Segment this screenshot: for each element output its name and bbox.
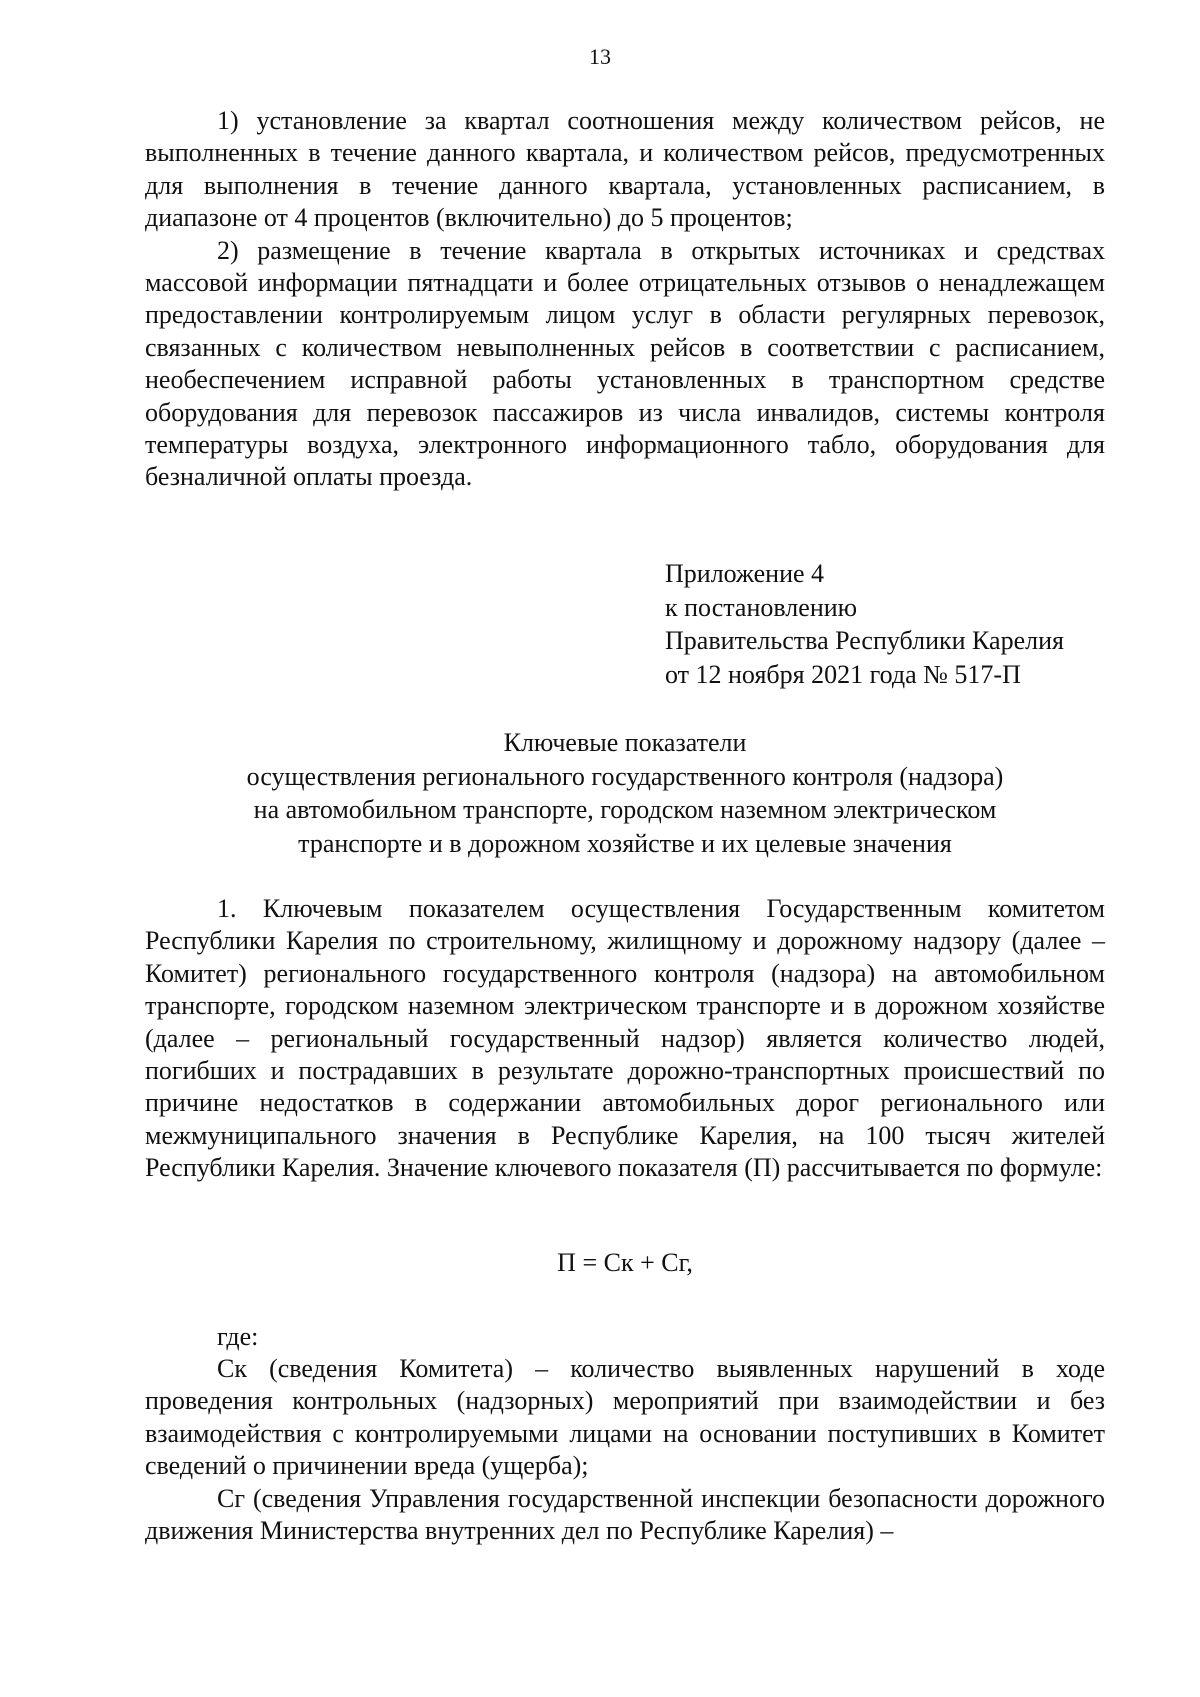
definition-sg: Сг (сведения Управления государственной инспекции безопасности дорожного движения Министерства внутренних дел по Республике Карелия) –	[145, 1483, 1105, 1546]
title-line-2: осуществления регионального государственного контроля (надзора)	[246, 761, 1004, 791]
condition-item-1: 1) установление за квартал соотношения между количеством рейсов, не выполненных в течение данного квартала, и количеством рейсов, предусмотренных для выполнения в течение данного квартала, установленных расписанием, в диапазоне от 4 процентов (включительно) до 5 процентов;	[145, 106, 1105, 233]
key-indicator-section	[145, 893, 1105, 1185]
where-label: где:	[217, 1322, 259, 1351]
appendix-line-3: Правительства Республики Карелия	[665, 626, 1064, 656]
title-line-3: на автомобильном транспорте, городском наземном электрическом	[253, 795, 997, 825]
appendix-header	[665, 557, 1064, 691]
definition-sk: Ск (сведения Комитета) – количество выявленных нарушений в ходе проведения контрольных (надзорных) мероприятий при взаимодействии и без взаимодействия с контролируемыми лицами на основании поступивших в Комитет сведений о причинении вреда (ущерба);	[145, 1354, 1105, 1481]
definitions-list	[145, 1353, 1105, 1547]
condition-item-2: 2) размещение в течение квартала в открытых источниках и средствах массовой информации пятнадцати и более отрицательных отзывов о ненадлежащем предоставлении контролируемым лицом услуг в области регулярных перевозок, связанных с количеством невыполненных рейсов в соответствии с расписанием, необеспечением исправной работы установленных в транспортном средстве оборудования для перевозок пассажиров из числа инвалидов, системы контроля температуры воздуха, электронного информационного табло, оборудования для безналичной оплаты проезда.	[145, 235, 1105, 492]
title-line-1: Ключевые показатели	[503, 728, 747, 757]
key-indicator-paragraph: 1. Ключевым показателем осуществления Государственным комитетом Республики Карелия по строительному, жилищному и дорожному надзору (далее – Комитет) регионального государственного контроля (надзора) на автомобильном транспорте, городском наземном электрическом транспорте и в дорожном хозяйстве (далее – региональный государственный надзор) является количество людей, погибших и пострадавших в результате дорожно-транспортных происшествий по причине недостатков в содержании автомобильных дорог регионального или межмуниципального значения в Республике Карелия, на 100 тысяч жителей Республики Карелия. Значение ключевого показателя (П) рассчитывается по формуле:	[145, 894, 1105, 1183]
conditions-list	[145, 105, 1105, 494]
appendix-line-4: от 12 ноября 2021 года № 517-П	[665, 659, 1021, 689]
title-line-4: транспорте и в дорожном хозяйстве и их целевые значения	[298, 828, 952, 858]
appendix-line-1: Приложение 4	[665, 559, 825, 588]
document-title	[145, 726, 1105, 860]
appendix-line-2: к постановлению	[665, 592, 858, 622]
page-number: 13	[589, 44, 611, 69]
formula: П = Ск + Сг,	[557, 1248, 693, 1277]
